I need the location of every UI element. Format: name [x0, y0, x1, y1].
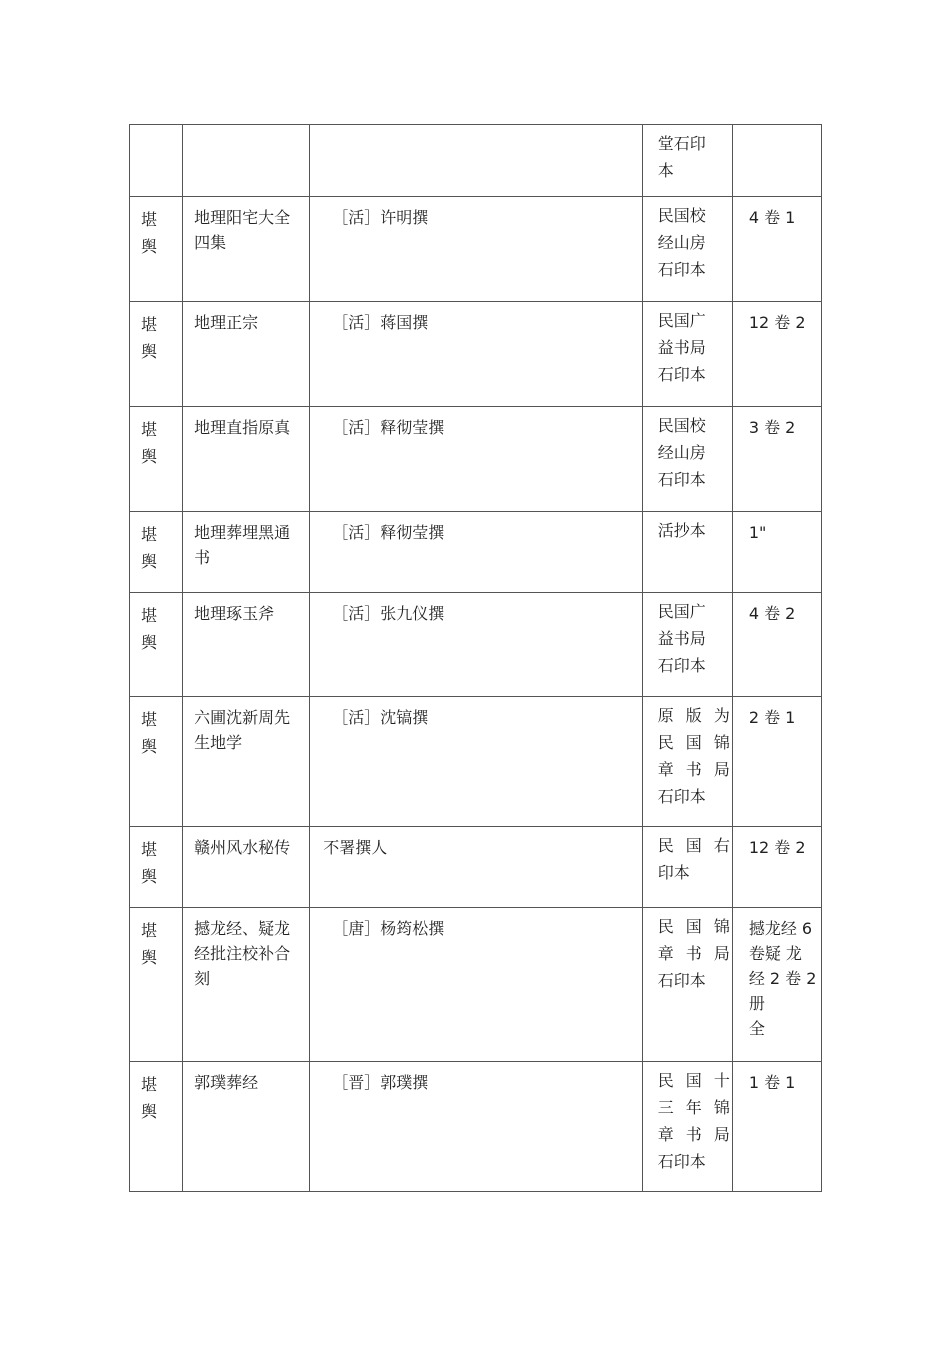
- book-title: 六圃沈新周先生地学: [194, 708, 291, 752]
- volumes-cell: [732, 593, 821, 697]
- volumes-cell: [732, 407, 821, 512]
- book-title: 赣州风水秘传: [194, 838, 291, 857]
- edition-line: 石印本: [657, 1152, 706, 1171]
- author: ［活］释彻莹撰: [332, 418, 445, 437]
- author-cell: [310, 827, 642, 908]
- edition-line: 章 书 局: [657, 760, 730, 779]
- category: 堪舆: [141, 210, 158, 256]
- edition-line: 民 国 右: [657, 836, 730, 855]
- category-cell: [130, 1062, 183, 1192]
- author-cell: [310, 302, 642, 407]
- book-title: 郭璞葬经: [194, 1073, 259, 1092]
- table-row: [130, 407, 822, 512]
- author-cell: [310, 512, 642, 593]
- volumes: 12 卷 2: [748, 313, 806, 332]
- volumes-cell: [732, 827, 821, 908]
- edition-line: 民国广: [657, 311, 706, 330]
- author-cell: [310, 908, 642, 1062]
- edition-line: 民国广: [657, 602, 706, 621]
- edition-line: 原 版 为: [657, 706, 730, 725]
- volumes-cell: [732, 125, 821, 197]
- book-title: [183, 125, 309, 133]
- edition-line: 益书局: [657, 629, 706, 648]
- author-cell: [310, 697, 642, 827]
- edition-line: 三 年 锦: [657, 1098, 730, 1117]
- edition-line: 石印本: [657, 260, 706, 279]
- author: ［活］沈镐撰: [332, 708, 429, 727]
- author: ［活］许明撰: [332, 208, 429, 227]
- edition: [643, 697, 732, 810]
- volumes-cell: [732, 302, 821, 407]
- edition-cell: [642, 125, 732, 197]
- edition: [643, 407, 732, 493]
- book-title-cell: [183, 302, 310, 407]
- table-row: [130, 302, 822, 407]
- volumes: 撼龙经 6 卷疑 龙 经 2 卷 2 册 全: [748, 919, 817, 1038]
- table-row: [130, 1062, 822, 1192]
- volumes: 1": [748, 523, 767, 542]
- edition-cell: [642, 827, 732, 908]
- category-cell: [130, 302, 183, 407]
- author: ［活］蒋国撰: [332, 313, 429, 332]
- edition-cell: [642, 697, 732, 827]
- edition-line: 活抄本: [657, 521, 706, 540]
- category: 堪舆: [141, 525, 158, 571]
- author: 不署撰人: [323, 838, 388, 857]
- catalog-table: [129, 124, 822, 1192]
- edition-line: 章 书 局: [657, 1125, 730, 1144]
- edition-line: 民 国 十: [657, 1071, 730, 1090]
- edition-cell: [642, 197, 732, 302]
- volumes: 4 卷 2: [748, 604, 796, 623]
- book-title-cell: [183, 593, 310, 697]
- author: [310, 125, 641, 133]
- edition-line: 印本: [657, 863, 690, 882]
- category: 堪舆: [141, 840, 158, 886]
- edition: [643, 125, 732, 184]
- table-row: [130, 512, 822, 593]
- book-title: 地理直指原真: [194, 418, 291, 437]
- category-cell: [130, 593, 183, 697]
- volumes-cell: [732, 197, 821, 302]
- edition: [643, 1062, 732, 1175]
- volumes: 2 卷 1: [748, 708, 796, 727]
- author: ［活］释彻莹撰: [332, 523, 445, 542]
- book-title-cell: [183, 908, 310, 1062]
- edition-line: 章 书 局: [657, 944, 730, 963]
- edition-cell: [642, 302, 732, 407]
- edition: [643, 512, 732, 544]
- volumes-cell: [732, 697, 821, 827]
- book-title-cell: [183, 827, 310, 908]
- table-row: [130, 125, 822, 197]
- edition-line: 民国校: [657, 416, 706, 435]
- edition-line: 石印本: [657, 470, 706, 489]
- volumes: 1 卷 1: [748, 1073, 796, 1092]
- author-cell: [310, 125, 642, 197]
- edition: [643, 197, 732, 283]
- book-title: 地理琢玉斧: [194, 604, 275, 623]
- category: 堪舆: [141, 315, 158, 361]
- author: ［唐］杨筠松撰: [332, 919, 445, 938]
- category: [130, 125, 169, 134]
- edition-line: 本: [657, 161, 674, 180]
- author-cell: [310, 593, 642, 697]
- book-title: 地理葬埋黑通书: [194, 523, 291, 567]
- edition-cell: [642, 407, 732, 512]
- category: 堪舆: [141, 710, 158, 756]
- table-row: [130, 197, 822, 302]
- volumes-cell: [732, 512, 821, 593]
- table-row: [130, 593, 822, 697]
- edition-line: 民国校: [657, 206, 706, 225]
- edition-line: 石印本: [657, 787, 706, 806]
- author-cell: [310, 407, 642, 512]
- category-cell: [130, 697, 183, 827]
- volumes: 12 卷 2: [748, 838, 806, 857]
- edition-cell: [642, 1062, 732, 1192]
- edition-line: 经山房: [657, 233, 706, 252]
- volumes-cell: [732, 908, 821, 1062]
- author: ［晋］郭璞撰: [332, 1073, 429, 1092]
- category: 堪舆: [141, 921, 158, 967]
- table-row: [130, 827, 822, 908]
- category: 堪舆: [141, 1075, 158, 1121]
- volumes: [733, 125, 821, 133]
- edition-cell: [642, 593, 732, 697]
- category-cell: [130, 827, 183, 908]
- author-cell: [310, 197, 642, 302]
- edition-line: 石印本: [657, 656, 706, 675]
- edition: [643, 908, 732, 994]
- category-cell: [130, 125, 183, 197]
- author: ［活］张九仪撰: [332, 604, 445, 623]
- volumes: 4 卷 1: [748, 208, 796, 227]
- volumes-cell: [732, 1062, 821, 1192]
- edition-cell: [642, 908, 732, 1062]
- edition-cell: [642, 512, 732, 593]
- category-cell: [130, 407, 183, 512]
- book-title: 地理正宗: [194, 313, 259, 332]
- edition-line: 石印本: [657, 971, 706, 990]
- book-title-cell: [183, 697, 310, 827]
- category-cell: [130, 512, 183, 593]
- category-cell: [130, 908, 183, 1062]
- edition-line: 民 国 锦: [657, 917, 730, 936]
- edition-line: 民 国 锦: [657, 733, 730, 752]
- book-title: 地理阳宅大全四集: [194, 208, 291, 252]
- edition: [643, 302, 732, 388]
- category: 堪舆: [141, 606, 158, 652]
- author-cell: [310, 1062, 642, 1192]
- catalog-table-body: [130, 125, 822, 1192]
- volumes: 3 卷 2: [748, 418, 796, 437]
- category-cell: [130, 197, 183, 302]
- edition-line: 石印本: [657, 365, 706, 384]
- book-title-cell: [183, 512, 310, 593]
- edition: [643, 827, 732, 886]
- book-title-cell: [183, 197, 310, 302]
- category: 堪舆: [141, 420, 158, 466]
- book-title-cell: [183, 1062, 310, 1192]
- edition-line: 益书局: [657, 338, 706, 357]
- table-row: [130, 697, 822, 827]
- book-title-cell: [183, 407, 310, 512]
- book-title: 撼龙经、疑龙经批注校补合刻: [194, 919, 291, 988]
- book-title-cell: [183, 125, 310, 197]
- edition-line: 堂石印: [657, 134, 706, 153]
- edition: [643, 593, 732, 679]
- table-row: [130, 908, 822, 1062]
- edition-line: 经山房: [657, 443, 706, 462]
